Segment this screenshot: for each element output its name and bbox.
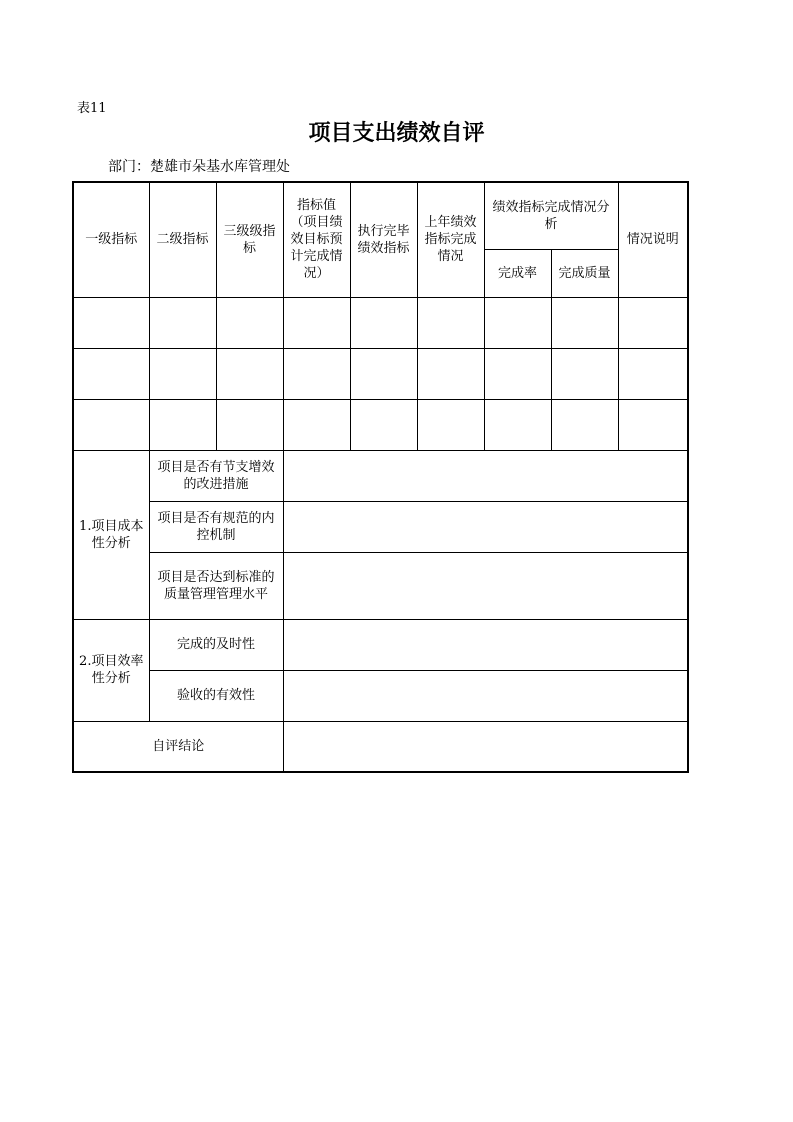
conclusion-row bbox=[73, 721, 688, 772]
cell[interactable] bbox=[618, 297, 688, 348]
cell[interactable] bbox=[551, 297, 618, 348]
header-analysis-group: 绩效指标完成情况分析 bbox=[484, 182, 618, 249]
header-level2: 二级指标 bbox=[149, 182, 216, 297]
header-remarks: 情况说明 bbox=[618, 182, 688, 297]
cell[interactable] bbox=[417, 399, 484, 450]
data-row-1 bbox=[73, 297, 688, 348]
cell[interactable] bbox=[216, 348, 283, 399]
efficiency-row-2 bbox=[73, 670, 688, 721]
cell[interactable] bbox=[551, 399, 618, 450]
cell[interactable] bbox=[216, 399, 283, 450]
cell[interactable] bbox=[618, 399, 688, 450]
header-completion-quality: 完成质量 bbox=[551, 249, 618, 297]
efficiency-item-1: 完成的及时性 bbox=[149, 619, 283, 670]
efficiency-item-1-value[interactable] bbox=[283, 619, 688, 670]
conclusion-value[interactable] bbox=[283, 721, 688, 772]
cell[interactable] bbox=[484, 297, 551, 348]
data-row-3 bbox=[73, 399, 688, 450]
cost-item-2-value[interactable] bbox=[283, 501, 688, 552]
conclusion-label: 自评结论 bbox=[73, 721, 283, 772]
cell[interactable] bbox=[73, 348, 149, 399]
cell[interactable] bbox=[551, 348, 618, 399]
cell[interactable] bbox=[417, 348, 484, 399]
department-label: 部门：楚雄市朵基水库管理处 bbox=[108, 159, 290, 175]
data-row-2 bbox=[73, 348, 688, 399]
cell[interactable] bbox=[73, 297, 149, 348]
cell[interactable] bbox=[283, 348, 350, 399]
header-level1: 一级指标 bbox=[73, 182, 149, 297]
cost-item-3: 项目是否达到标准的质量管理管理水平 bbox=[149, 552, 283, 619]
cost-row-2 bbox=[73, 501, 688, 552]
cost-row-1 bbox=[73, 450, 688, 501]
cell[interactable] bbox=[350, 297, 417, 348]
header-level3: 三级级指标 bbox=[216, 182, 283, 297]
cost-item-1: 项目是否有节支增效的改进措施 bbox=[149, 450, 283, 501]
cell[interactable] bbox=[283, 297, 350, 348]
evaluation-table bbox=[72, 181, 689, 773]
header-row bbox=[73, 182, 688, 249]
cell[interactable] bbox=[283, 399, 350, 450]
cost-item-2: 项目是否有规范的内控机制 bbox=[149, 501, 283, 552]
cell[interactable] bbox=[149, 297, 216, 348]
cell[interactable] bbox=[484, 348, 551, 399]
page-title: 项目支出绩效自评 bbox=[308, 121, 485, 146]
header-completion-rate: 完成率 bbox=[484, 249, 551, 297]
cell[interactable] bbox=[216, 297, 283, 348]
header-target-value: 指标值（项目绩效目标预计完成情况） bbox=[283, 182, 350, 297]
cell[interactable] bbox=[149, 399, 216, 450]
efficiency-row-1 bbox=[73, 619, 688, 670]
efficiency-section-label: 2.项目效率性分析 bbox=[73, 619, 149, 721]
cell[interactable] bbox=[417, 297, 484, 348]
cell[interactable] bbox=[73, 399, 149, 450]
efficiency-item-2: 验收的有效性 bbox=[149, 670, 283, 721]
cell[interactable] bbox=[149, 348, 216, 399]
cost-section-label: 1.项目成本性分析 bbox=[73, 450, 149, 619]
cell[interactable] bbox=[350, 348, 417, 399]
table-number: 表11 bbox=[77, 101, 107, 116]
cost-item-1-value[interactable] bbox=[283, 450, 688, 501]
cell[interactable] bbox=[618, 348, 688, 399]
cost-item-3-value[interactable] bbox=[283, 552, 688, 619]
header-last-year: 上年绩效指标完成情况 bbox=[417, 182, 484, 297]
efficiency-item-2-value[interactable] bbox=[283, 670, 688, 721]
header-executed: 执行完毕绩效指标 bbox=[350, 182, 417, 297]
cell[interactable] bbox=[484, 399, 551, 450]
cost-row-3 bbox=[73, 552, 688, 619]
cell[interactable] bbox=[350, 399, 417, 450]
